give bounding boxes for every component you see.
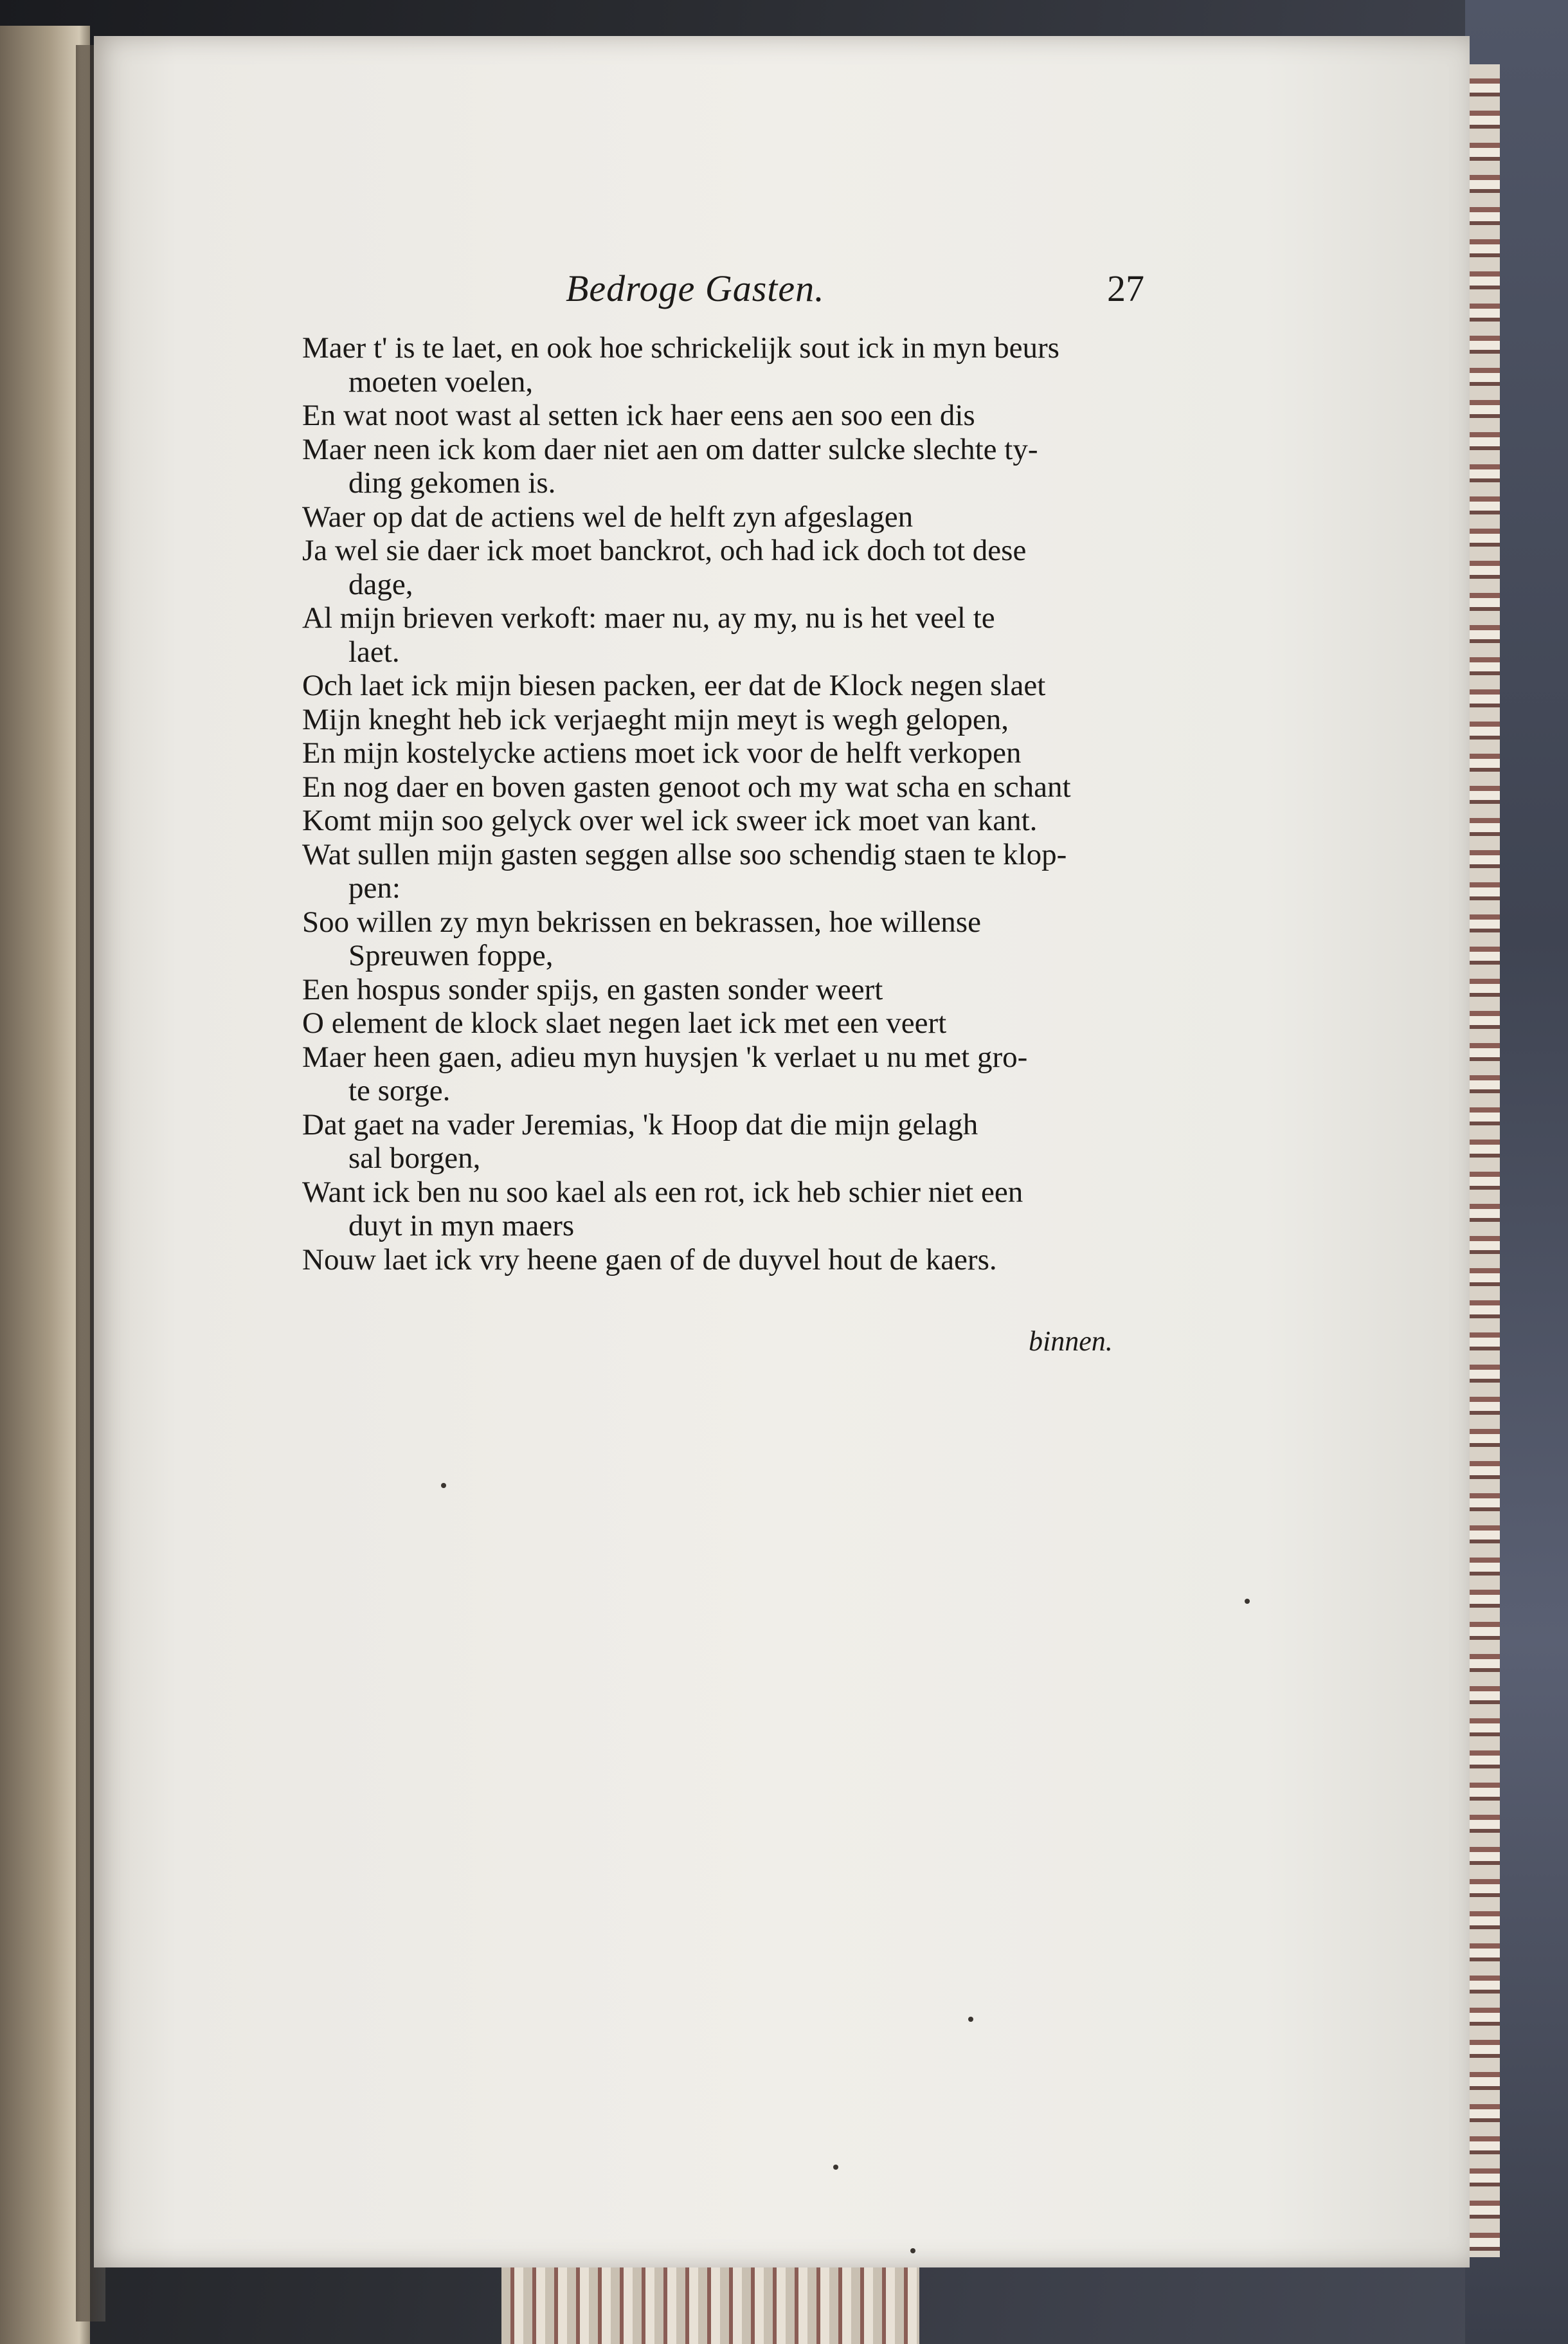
verse-line: Maer t' is te laet, en ook hoe schrickelijk sout ick in myn beurs bbox=[302, 331, 1059, 365]
verse-line: Komt mijn soo gelyck over wel ick sweer ick moet van kant. bbox=[302, 804, 1038, 837]
verse-line: Spreuwen foppe, bbox=[348, 939, 554, 972]
verse-line: pen: bbox=[348, 871, 401, 905]
paper-speck bbox=[968, 2017, 973, 2022]
verse-line: laet. bbox=[348, 635, 400, 669]
verse-line: Och laet ick mijn biesen packen, eer dat de Klock negen slaet bbox=[302, 669, 1046, 702]
paper-speck bbox=[910, 2248, 915, 2253]
paper-speck bbox=[833, 2165, 838, 2170]
verse-line: En nog daer en boven gasten genoot och my wat scha en schant bbox=[302, 770, 1071, 804]
verse-line: Nouw laet ick vry heene gaen of de duyvel hout de kaers. bbox=[302, 1242, 997, 1276]
verse-line: Waer op dat de actiens wel de helft zyn afgeslagen bbox=[302, 500, 914, 534]
page-number: 27 bbox=[1107, 268, 1144, 309]
paper-speck bbox=[441, 1483, 446, 1488]
verse-line: O element de klock slaet negen laet ick met een veert bbox=[302, 1006, 947, 1040]
verse-line: Mijn kneght heb ick verjaeght mijn meyt is wegh gelopen, bbox=[302, 702, 1009, 736]
verse-line: Maer heen gaen, adieu myn huysjen 'k verlaet u nu met gro- bbox=[302, 1040, 1028, 1074]
verse-line: sal borgen, bbox=[348, 1141, 481, 1175]
verse-line: te sorge. bbox=[348, 1074, 451, 1107]
verse-line: Maer neen ick kom daer niet aen om datter sulcke slechte ty- bbox=[302, 432, 1038, 466]
verse-line: Ja wel sie daer ick moet banckrot, och had ick doch tot dese bbox=[302, 534, 1027, 567]
verse-line: ding gekomen is. bbox=[348, 466, 556, 500]
stage-direction: binnen. bbox=[1029, 1325, 1113, 1357]
verse-line: Dat gaet na vader Jeremias, 'k Hoop dat die mijn gelagh bbox=[302, 1107, 978, 1141]
verse-line: Wat sullen mijn gasten seggen allse soo schendig staen te klop- bbox=[302, 837, 1067, 871]
verse-line: Want ick ben nu soo kael als een rot, ick heb schier niet een bbox=[302, 1175, 1023, 1209]
verse-line: Een hospus sonder spijs, en gasten sonder weert bbox=[302, 972, 883, 1006]
verse-line: moeten voelen, bbox=[348, 365, 534, 399]
verse-line: En wat noot wast al setten ick haer eens aen soo een dis bbox=[302, 399, 975, 432]
verse-line: En mijn kostelycke actiens moet ick voor de helft verkopen bbox=[302, 736, 1022, 770]
verse-line: duyt in myn maers bbox=[348, 1209, 575, 1242]
running-header bbox=[566, 267, 1183, 331]
header-title: Bedroge Gasten. bbox=[566, 268, 825, 309]
verse-line: Soo willen zy myn bekrissen en bekrassen, hoe willense bbox=[302, 905, 981, 939]
paper-speck bbox=[1245, 1599, 1250, 1604]
verse-line: Al mijn brieven verkoft: maer nu, ay my, nu is het veel te bbox=[302, 601, 995, 635]
verse-line: dage, bbox=[348, 567, 413, 601]
verse-text bbox=[302, 331, 1157, 1276]
